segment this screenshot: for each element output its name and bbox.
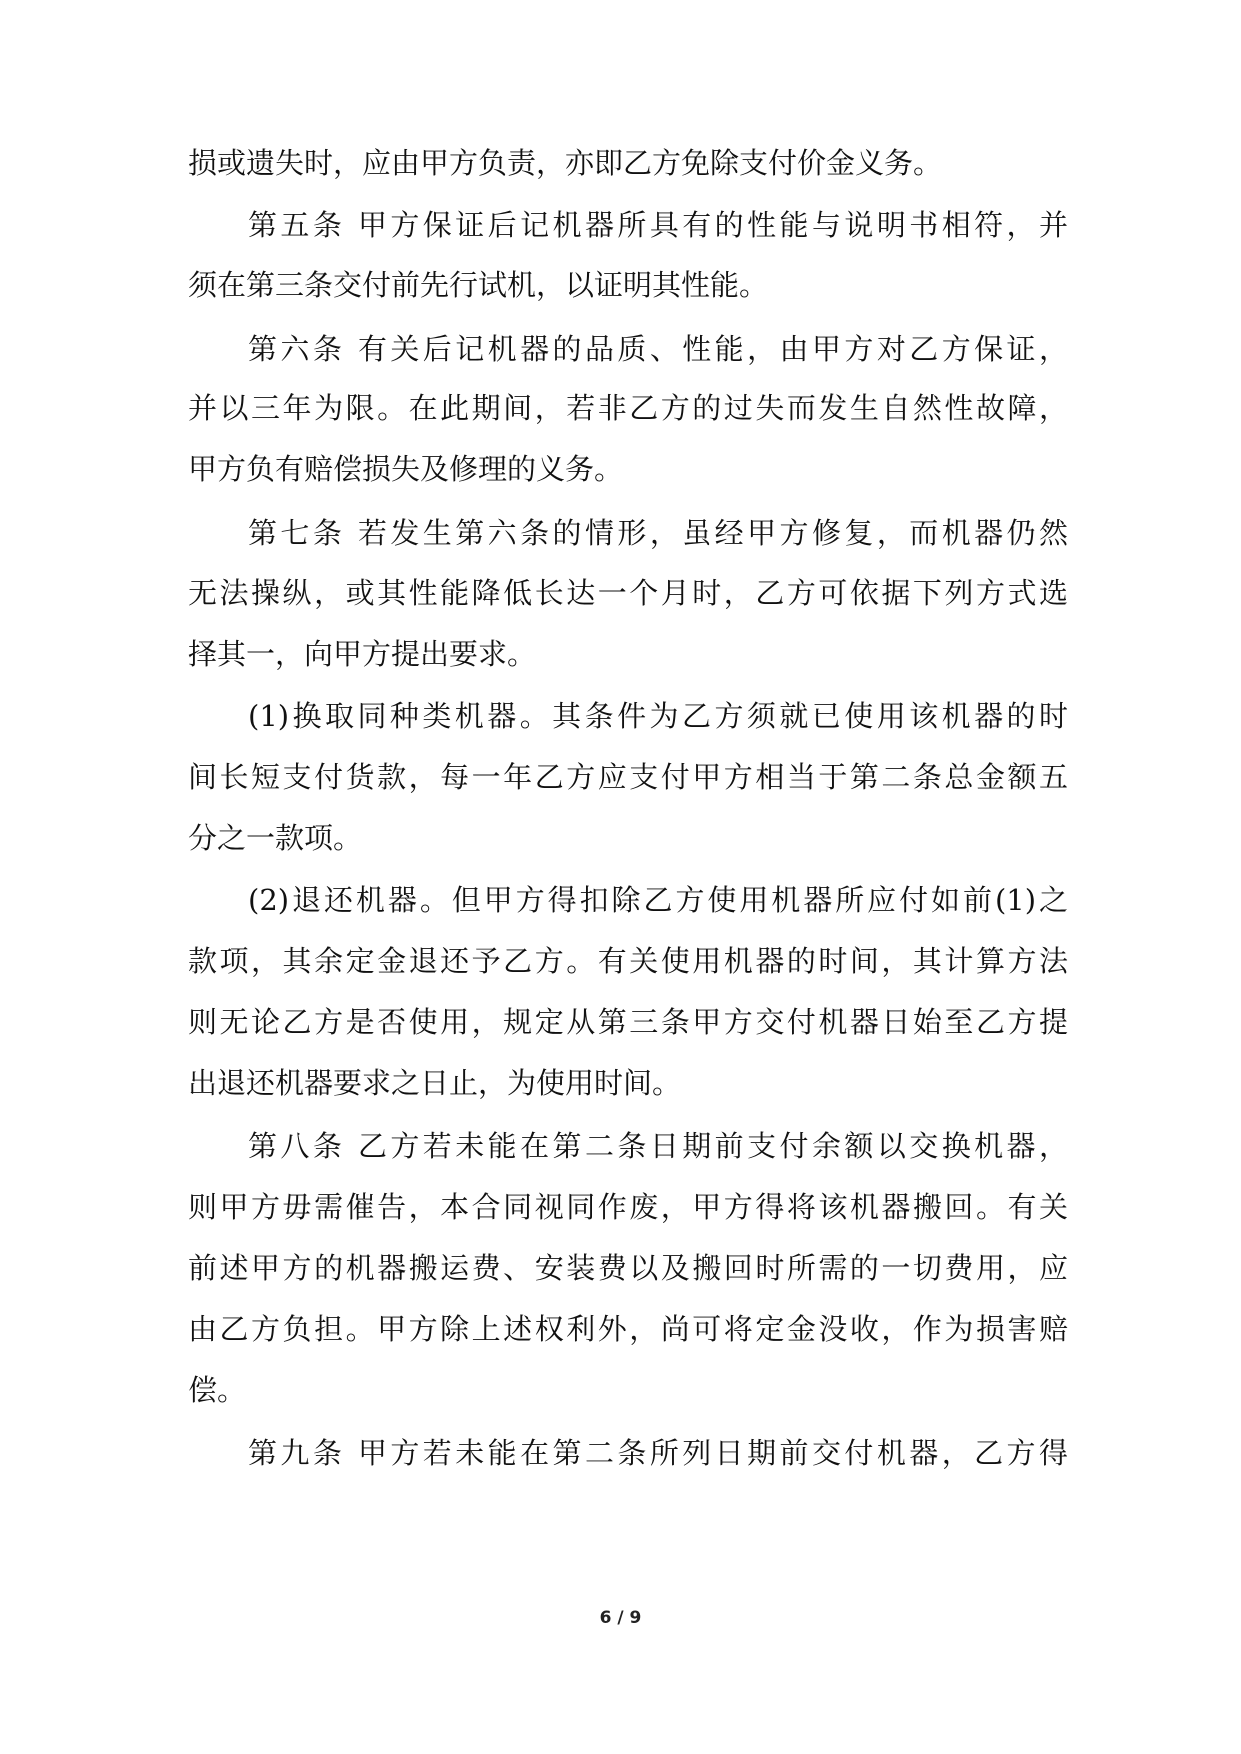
text-line: 由乙方负担。甲方除上述权利外，尚可将定金没收，作为损害赔 (188, 1312, 1068, 1346)
text-line: 前述甲方的机器搬运费、安装费以及搬回时所需的一切费用，应 (188, 1251, 1068, 1285)
text-line: 须在第三条交付前先行试机，以证明其性能。 (188, 268, 769, 302)
text-line: 第五条 甲方保证后记机器所具有的性能与说明书相符，并 (248, 208, 1068, 242)
text-line: (1)换取同种类机器。其条件为乙方须就已使用该机器的时 (248, 699, 1068, 733)
text-line: 第九条 甲方若未能在第二条所列日期前交付机器，乙方得 (248, 1436, 1068, 1470)
page-number: 6 / 9 (599, 1608, 642, 1628)
text-line: 无法操纵，或其性能降低长达一个月时，乙方可依据下列方式选 (188, 576, 1068, 610)
text-line: 出退还机器要求之日止，为使用时间。 (188, 1066, 682, 1100)
text-line: 分之一款项。 (188, 821, 363, 855)
text-line: 损或遗失时，应由甲方负责，亦即乙方免除支付价金义务。 (188, 146, 943, 180)
text-line: 第七条 若发生第六条的情形，虽经甲方修复，而机器仍然 (248, 516, 1068, 550)
text-line: 则甲方毋需催告，本合同视同作废，甲方得将该机器搬回。有关 (188, 1190, 1068, 1224)
text-line: 甲方负有赔偿损失及修理的义务。 (188, 452, 624, 486)
text-line: 则无论乙方是否使用，规定从第三条甲方交付机器日始至乙方提 (188, 1005, 1068, 1039)
text-line: 款项，其余定金退还予乙方。有关使用机器的时间，其计算方法 (188, 944, 1068, 978)
text-line: 间长短支付货款，每一年乙方应支付甲方相当于第二条总金额五 (188, 760, 1068, 794)
text-line: 并以三年为限。在此期间，若非乙方的过失而发生自然性故障， (188, 391, 1068, 425)
text-line: 第八条 乙方若未能在第二条日期前支付余额以交换机器， (248, 1129, 1068, 1163)
text-line: (2)退还机器。但甲方得扣除乙方使用机器所应付如前(1)之 (248, 883, 1068, 917)
text-line: 第六条 有关后记机器的品质、性能，由甲方对乙方保证， (248, 332, 1068, 366)
text-line: 偿。 (188, 1373, 247, 1407)
text-line: 择其一，向甲方提出要求。 (188, 637, 537, 671)
